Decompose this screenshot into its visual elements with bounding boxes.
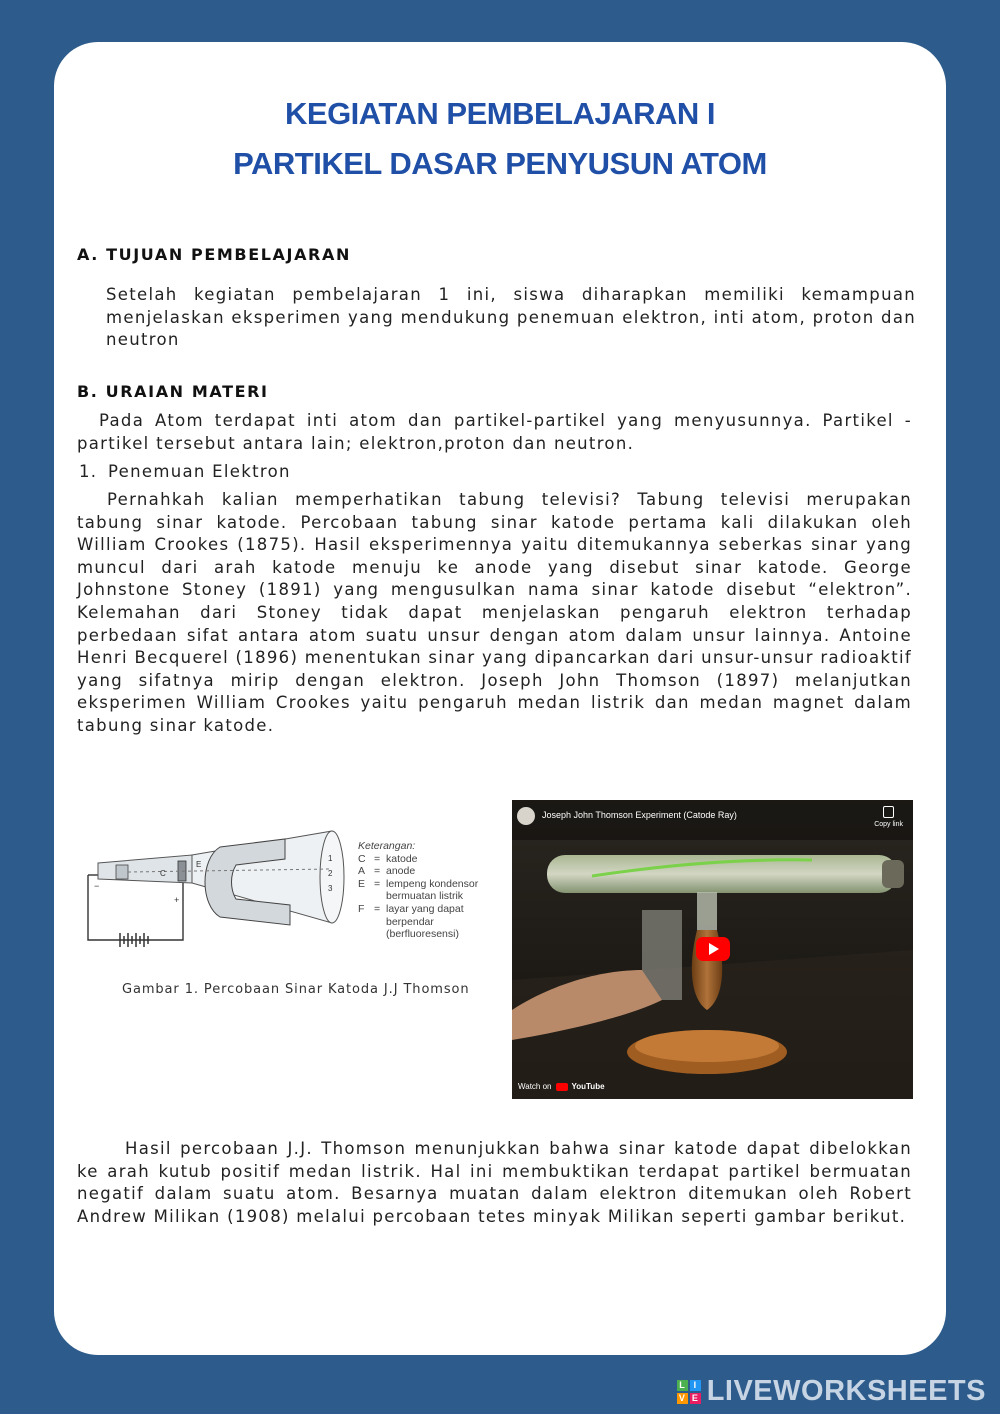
- liveworksheets-watermark: [677, 1375, 986, 1408]
- section-a-text: Setelah kegiatan pembelajaran 1 ini, siswa diharapkan memiliki kemampuan menjelaskan eksperimen yang mendukung penemuan elektron, inti atom, proton dan neutron: [106, 285, 916, 350]
- page-title-line1: KEGIATAN PEMBELAJARAN I: [285, 96, 715, 131]
- legend-key: C: [358, 852, 366, 865]
- subsection-title: Penemuan Elektron: [108, 462, 291, 481]
- legend-value: layar yang dapat berpendar (berfluoresensi): [386, 902, 464, 941]
- legend-row: E = lempeng kondensor bermuatan listrik: [358, 878, 508, 903]
- cathode: [116, 865, 128, 879]
- paragraph-electron-history: Pernahkah kalian memperhatikan tabung televisi? Tabung televisi merupakan tabung sinar katode. Percobaan tabung sinar katode pertama kali dilakukan oleh William Crookes (1875). Hasil eksperimennya yaitu ditemukannya seberkas sinar yang muncul dari arah katode menuju ke anode yang disebut sinar katode. George Johnstone Stoney (1891) yang mengusulkan nama sinar katode disebut “elektron”. Kelemahan dari Stoney tidak dapat menjelaskan pengaruh elektron terhadap perbedaan sifat antara atom suatu unsur dengan atom dalam unsur lainnya. Antoine Henri Becquerel (1896) menentukan sinar yang dipancarkan dari unsur-unsur radioaktif yang sifatnya mirip dengan elektron. Joseph John Thomson (1897) melanjutkan eksperimen William Crookes yaitu pengaruh medan listrik dan medan magnet dalam tabung sinar katode.: [77, 490, 912, 735]
- legend-row: A = anode: [358, 865, 508, 878]
- section-b-heading: B. URAIAN MATERI: [77, 382, 269, 401]
- legend-title: Keterangan:: [358, 840, 416, 852]
- minus-label: −: [94, 881, 100, 891]
- logo-letter: I: [690, 1380, 701, 1391]
- logo-letter: V: [677, 1393, 688, 1404]
- label-1: 1: [328, 854, 333, 863]
- legend-row: F = layar yang dapat berpendar (berfluoresensi): [358, 903, 508, 941]
- liveworksheets-logo-icon: [677, 1380, 701, 1404]
- legend-key: A: [358, 865, 366, 878]
- legend-value: katode: [386, 852, 418, 865]
- play-button[interactable]: [696, 937, 730, 961]
- legend-key: E: [358, 877, 366, 890]
- watch-on-label: Watch on: [518, 1082, 552, 1091]
- label-3: 3: [328, 884, 333, 893]
- play-icon: [709, 943, 719, 955]
- youtube-label: YouTube: [571, 1082, 605, 1091]
- section-b-intro: Pada Atom terdapat inti atom dan partikel-partikel yang menyusunnya. Partikel - partikel tersebut antara lain; elektron,proton dan neutron.: [77, 411, 912, 453]
- logo-letter: L: [677, 1380, 688, 1391]
- plus-label: +: [174, 895, 180, 905]
- label-e: E: [196, 860, 202, 869]
- logo-letter: E: [690, 1393, 701, 1404]
- copy-link-button[interactable]: [874, 806, 903, 828]
- legend-row: C = katode: [358, 853, 508, 866]
- embedded-video[interactable]: [512, 800, 913, 1099]
- youtube-logo-icon: [556, 1083, 568, 1091]
- legend-key: F: [358, 902, 365, 915]
- section-a-heading: A. TUJUAN PEMBELAJARAN: [77, 245, 351, 264]
- legend-value: lempeng kondensor bermuatan listrik: [386, 877, 479, 903]
- watermark-text: LIVEWORKSHEETS: [706, 1375, 986, 1407]
- label-2: 2: [328, 869, 333, 878]
- subsection-number: 1.: [79, 462, 98, 481]
- paragraph-thomson-result: Hasil percobaan J.J. Thomson menunjukkan bahwa sinar katode dapat dibelokkan ke arah kutub positif medan listrik. Hal ini membuktikan terdapat partikel bermuatan negatif dalam suatu atom. Besarnya muatan dalam elektron ditemukan oleh Robert Andrew Milikan (1908) melalui percobaan tetes minyak Milikan seperti gambar berikut.: [77, 1139, 912, 1226]
- page-title-line2: PARTIKEL DASAR PENYUSUN ATOM: [233, 146, 767, 181]
- label-c: C: [160, 869, 166, 878]
- legend-value: anode: [386, 865, 416, 878]
- copy-link-label: Copy link: [874, 821, 903, 828]
- diagram-legend: [358, 840, 508, 941]
- figure-caption: Gambar 1. Percobaan Sinar Katoda J.J Thomson: [122, 982, 470, 997]
- copy-icon: [883, 806, 894, 818]
- watch-on-youtube[interactable]: [518, 1082, 605, 1091]
- circuit-wires: [88, 875, 183, 940]
- video-title[interactable]: Joseph John Thomson Experiment (Catode Ray): [542, 810, 737, 820]
